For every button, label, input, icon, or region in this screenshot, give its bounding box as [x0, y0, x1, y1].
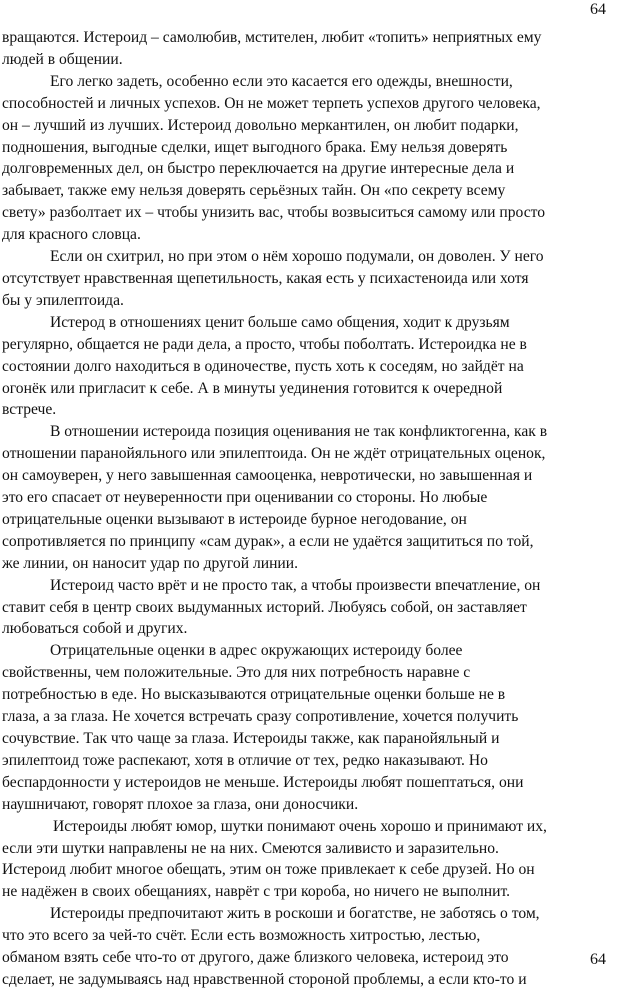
text-line: регулярно, общается не ради дела, а просто, чтобы поболтать. Истероидка не в [2, 335, 527, 353]
paragraph-first-line: В отношении истероида позиция оценивания не так конфликтогенна, как в [50, 423, 548, 441]
text-line: отношении паранойяльного или эпилептоида. Он не ждёт отрицательных оценок, [2, 445, 546, 463]
text-line: эпилептоид тоже распекают, хотя в отличие от тех, редко наказывают. Но [2, 751, 488, 769]
text-line: подношения, выгодные сделки, ищет выгодного брака. Ему нельзя доверять [2, 138, 508, 156]
text-line: глаза, а за глаза. Не хочется встречать сразу сопротивление, хочется получить [2, 708, 519, 726]
text-line: людей в общении. [2, 50, 123, 68]
text-line: сделает, не задумываясь над нравственной стороной проблемы, а если кто-то и [2, 970, 527, 988]
text-line: способностей и личных успехов. Он не может терпеть успехов другого человека, [2, 94, 541, 112]
text-line: состоянии долго находиться в одиночестве, пусть хоть к соседям, но зайдёт на [2, 357, 524, 375]
text-line: бы у эпилептоида. [2, 291, 124, 309]
text-line: не надёжен в своих обещаниях, наврёт с три короба, но ничего не выполнит. [2, 883, 511, 901]
text-line: это его спасает от неуверенности при оценивании со стороны. Но любые [2, 489, 488, 507]
text-line: свойственны, чем положительные. Это для них потребность наравне с [2, 664, 471, 682]
text-line: он самоуверен, у него завышенная самооценка, невротически, но завышенная и [2, 467, 533, 485]
text-line: Истероид любит многое обещать, этим он тоже привлекает к себе друзей. Но он [2, 861, 535, 879]
paragraph-first-line: Истероиды любят юмор, шутки понимают очень хорошо и принимают их, [53, 817, 547, 835]
text-line: огонёк или пригласит к себе. А в минуты уединения готовится к очередной [2, 379, 503, 397]
text-line: забывает, также ему нельзя доверять серьёзных тайн. Он «по секрету всему [2, 182, 506, 200]
text-line: беспардонности у истероидов не меньше. Истероиды любят пошептаться, они [2, 773, 524, 791]
text-line: отсутствует нравственная щепетильность, какая есть у психастеноида или хотя [2, 269, 529, 287]
text-line: отрицательные оценки вызывают в истероиде бурное негодование, он [2, 510, 467, 528]
text-line: долговременных дел, он быстро переключается на другие интересные дела и [2, 160, 515, 178]
paragraph-first-line: Истероид часто врёт и не просто так, а чтобы произвести впечатление, он [50, 576, 541, 594]
paragraph-first-line: Его легко задеть, особенно если это касается его одежды, внешности, [50, 72, 513, 90]
text-line: любоваться собой и других. [2, 620, 188, 638]
body-text [2, 27, 616, 991]
paragraph-first-line: Истерод в отношениях ценит больше само общения, ходит к друзьям [50, 313, 510, 331]
text-line: он – лучший из лучших. Истероид довольно меркантилен, он любит подарки, [2, 116, 519, 134]
text-line: если эти шутки направлены не на них. Смеются заливисто и заразительно. [2, 839, 499, 857]
text-line: потребностью в еде. Но высказываются отрицательные оценки больше не в [2, 686, 506, 704]
text-line: свету» разболтает их – чтобы унизить вас, чтобы возвыситься самому или просто [2, 204, 546, 222]
paragraph-first-line: Отрицательные оценки в адрес окружающих истероиду более [50, 642, 463, 660]
text-line: сопротивляется по принципу «сам дурак», а если не удаётся защититься по той, [2, 532, 534, 550]
paragraph-first-line: Истероиды предпочитают жить в роскоши и богатстве, не заботясь о том, [50, 905, 540, 923]
text-line: вращаются. Истероид – самолюбив, мстителен, любит «топить» неприятных ему [2, 29, 542, 46]
text-line: ставит себя в центр своих выдуманных историй. Любуясь собой, он заставляет [2, 598, 527, 616]
text-line: сочувствие. Так что чаще за глаза. Истероиды также, как паранойяльный и [2, 730, 500, 747]
text-line: что это всего за чей-то счёт. Если есть возможность хитростью, лестью, [2, 927, 481, 945]
paragraph-first-line: Если он схитрил, но при этом о нём хорошо подумали, он доволен. У него [50, 248, 544, 266]
page-number-top: 64 [590, 1, 606, 18]
text-line: встрече. [2, 401, 57, 419]
page-number-bottom: 64 [590, 951, 606, 968]
text-line: же линии, он наносит удар по другой линии. [2, 554, 298, 572]
text-line: наушничают, говорят плохое за глаза, они доносчики. [2, 795, 359, 813]
text-line: обманом взять себе что-то от другого, даже близкого человека, истероид это [2, 949, 509, 967]
text-line: для красного словца. [2, 226, 141, 244]
